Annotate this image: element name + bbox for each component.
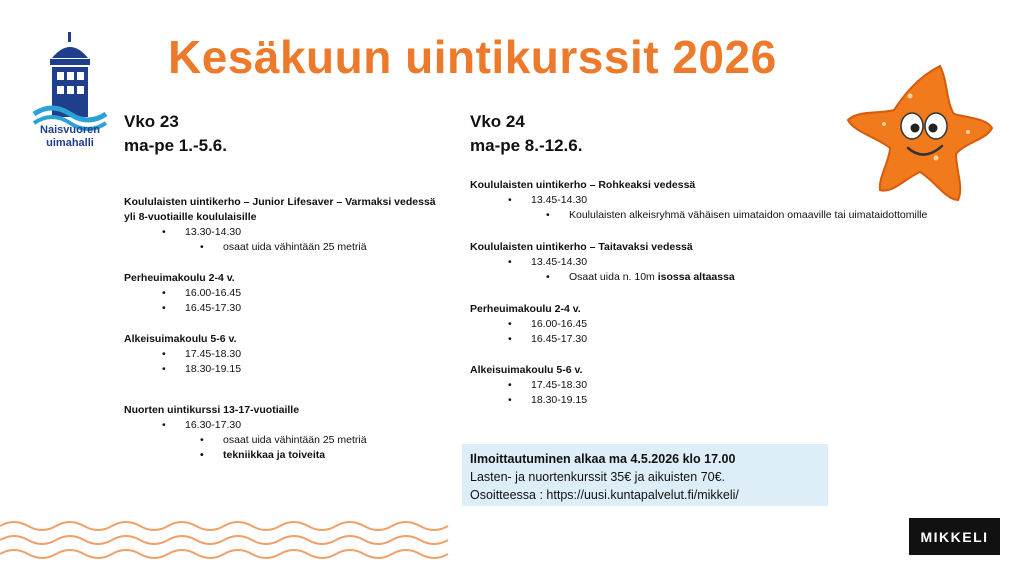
registration-start: Ilmoittautuminen alkaa ma 4.5.2026 klo 17.00 <box>470 452 736 466</box>
week23-s1-head2: yli 8-vuotiaille koululaisille <box>124 211 257 223</box>
logo-text <box>30 124 110 150</box>
registration-url: Osoitteessa : https://uusi.kuntapalvelut.fi/mikkeli/ <box>470 488 739 502</box>
pricing-info: Lasten- ja nuortenkurssit 35€ ja aikuisten 70€. <box>470 470 726 484</box>
week23-dates: ma-pe 1.-5.6. <box>124 136 227 155</box>
week23-section-youth <box>124 403 367 463</box>
week24-section-family <box>470 302 587 347</box>
week23-s1-time: • 13.30-14.30 <box>124 225 436 240</box>
week24-section-skilled <box>470 240 735 285</box>
week24-s3-time2: • 16.45-17.30 <box>470 332 587 347</box>
week23-s1-note: • osaat uida vähintään 25 metriä <box>124 240 436 255</box>
week24-week: Vko 24 <box>470 112 525 131</box>
week23-section-beginner <box>124 332 241 377</box>
week23-section-junior <box>124 195 436 255</box>
page-title: Kesäkuun uintikurssit 2026 <box>168 31 777 83</box>
week23-s4-head: Nuorten uintikurssi 13-17-vuotiaille <box>124 404 300 416</box>
week23-s4-note1: • osaat uida vähintään 25 metriä <box>124 433 367 448</box>
week24-s1-head: Koululaisten uintikerho – Rohkeaksi vedessä <box>470 179 696 191</box>
week24-s1-note: • Koululaisten alkeisryhmä vähäisen uimataidon omaaville tai uimataidottomille <box>470 208 927 223</box>
week23-s3-head: Alkeisuimakoulu 5-6 v. <box>124 333 237 345</box>
week23-s1-head1: Koululaisten uintikerho – Junior Lifesaver – Varmaksi vedessä <box>124 196 436 208</box>
week23-s3-time2: • 18.30-19.15 <box>124 362 241 377</box>
week24-s3-head: Perheuimakoulu 2-4 v. <box>470 303 581 315</box>
week23-s3-time1: • 17.45-18.30 <box>124 347 241 362</box>
week24-section-beginner <box>470 363 587 408</box>
week24-s4-head: Alkeisuimakoulu 5-6 v. <box>470 364 583 376</box>
week23-s2-head: Perheuimakoulu 2-4 v. <box>124 272 235 284</box>
week24-s2-time: • 13.45-14.30 <box>470 255 735 270</box>
week24-s2-note: • Osaat uida n. 10m isossa altaassa <box>470 270 735 285</box>
week24-s1-time: • 13.45-14.30 <box>470 193 927 208</box>
mikkeli-brand-logo: MIKKELI <box>909 518 1000 555</box>
logo-line-1: Naisvuoren <box>40 124 100 136</box>
registration-info-box <box>462 444 828 506</box>
week24-s4-time2: • 18.30-19.15 <box>470 393 587 408</box>
week24-s4-time1: • 17.45-18.30 <box>470 378 587 393</box>
week23-s4-time: • 16.30-17.30 <box>124 418 367 433</box>
week23-header <box>124 110 227 158</box>
orange-waves-icon <box>0 518 455 560</box>
starfish-mascot-icon <box>844 62 994 204</box>
week24-header <box>470 110 582 158</box>
week23-s4-note2: • tekniikkaa ja toiveita <box>124 448 367 463</box>
week23-section-family <box>124 271 241 316</box>
week23-s2-time2: • 16.45-17.30 <box>124 301 241 316</box>
week24-s2-head: Koululaisten uintikerho – Taitavaksi vedessä <box>470 241 693 253</box>
week23-week: Vko 23 <box>124 112 179 131</box>
week23-s2-time1: • 16.00-16.45 <box>124 286 241 301</box>
logo-line-2: uimahalli <box>46 137 94 149</box>
week24-s3-time1: • 16.00-16.45 <box>470 317 587 332</box>
week24-dates: ma-pe 8.-12.6. <box>470 136 583 155</box>
